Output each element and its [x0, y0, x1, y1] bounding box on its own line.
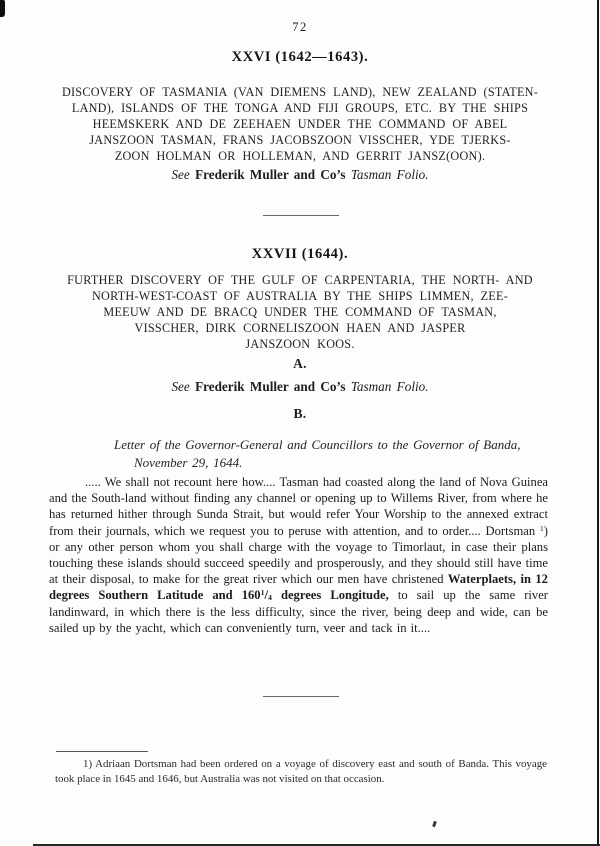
section-divider: [263, 215, 339, 216]
section-divider: [263, 696, 339, 697]
letter-citation: [114, 436, 560, 471]
title-line: LAND), ISLANDS OF THE TONGA AND FIJI GROUPS, ETC. BY THE SHIPS: [71, 101, 529, 115]
scan-corner-artifact: [0, 0, 5, 17]
title-line: HEEMSKERK AND DE ZEEHAEN UNDER THE COMMAND OF ABEL: [92, 117, 508, 131]
letter-citation-line: Letter of the Governor-General and Councillors to the Governor of Banda,: [114, 437, 521, 452]
section-xxvi-reference: See Frederik Muller and Co’s Tasman Folio.: [171, 167, 429, 182]
letter-citation-line: November 29, 1644.: [134, 454, 243, 470]
letter-body-paragraph: ..... We shall not recount here how.... Tasman had coasted along the land of Nova Guinea and the South-land without finding any channel or opening up to Willems River, from where he has returned hither through Sunda Strait, but would refer Your Worship to the annexed extract from their journals, which we request you to peruse with attention, and to order.... Dortsman $^1$) or any other person whom you shall charge with the voyage to Timorlaut, in case their plans touching these islands should succeed speedily and prosperously, and they should still have time at their disposal, to make for the great river which our men have christened Waterplaets, in 12 degrees Southern Latitude and $160^1/4$ degrees Longitude, to sail up the same river landinward, in which there is the less difficulty, since the river, being deep and wide, can be sailed up by the yacht, which can conveniently turn, veer and tack in it....: [49, 475, 548, 635]
section-xxvii-title: [0, 272, 600, 352]
title-line: DISCOVERY OF TASMANIA (VAN DIEMENS LAND), NEW ZEALAND (STATEN-: [61, 85, 539, 99]
section-xxvi-heading: XXVI (1642—1643).: [231, 49, 369, 65]
footnote-rule: [56, 751, 148, 752]
page-number: 72: [292, 20, 308, 34]
footnote-text: 1) Adriaan Dortsman had been ordered on a voyage of discovery east and south of Banda. This voyage took place in 1645 and 1646, but Australia was not visited on that occasion.: [55, 758, 547, 786]
section-xxvii-reference: See Frederik Muller and Co’s Tasman Folio.: [171, 379, 429, 394]
part-a-label: A.: [293, 356, 307, 371]
title-line: JANSZOON TASMAN, FRANS JACOBSZOON VISSCHER, YDE TJERKS-: [89, 133, 511, 147]
title-line: JANSZOON KOOS.: [245, 337, 355, 351]
title-line: MEEUW AND DE BRACQ UNDER THE COMMAND OF TASMAN,: [103, 305, 497, 319]
title-line: FURTHER DISCOVERY OF THE GULF OF CARPENTARIA, THE NORTH- AND: [67, 273, 533, 287]
section-xxvi-title: [0, 84, 600, 164]
part-b-label: B.: [293, 406, 307, 421]
title-line: VISSCHER, DIRK CORNELISZOON HAEN AND JASPER: [134, 321, 466, 335]
title-line: ZOON HOLMAN OR HOLLEMAN, AND GERRIT JANSZ(OON).: [114, 149, 486, 163]
ink-speck: [432, 821, 437, 828]
section-xxvii-heading: XXVII (1644).: [251, 246, 349, 262]
title-line: NORTH-WEST-COAST OF AUSTRALIA BY THE SHIPS LIMMEN, ZEE-: [91, 289, 509, 303]
